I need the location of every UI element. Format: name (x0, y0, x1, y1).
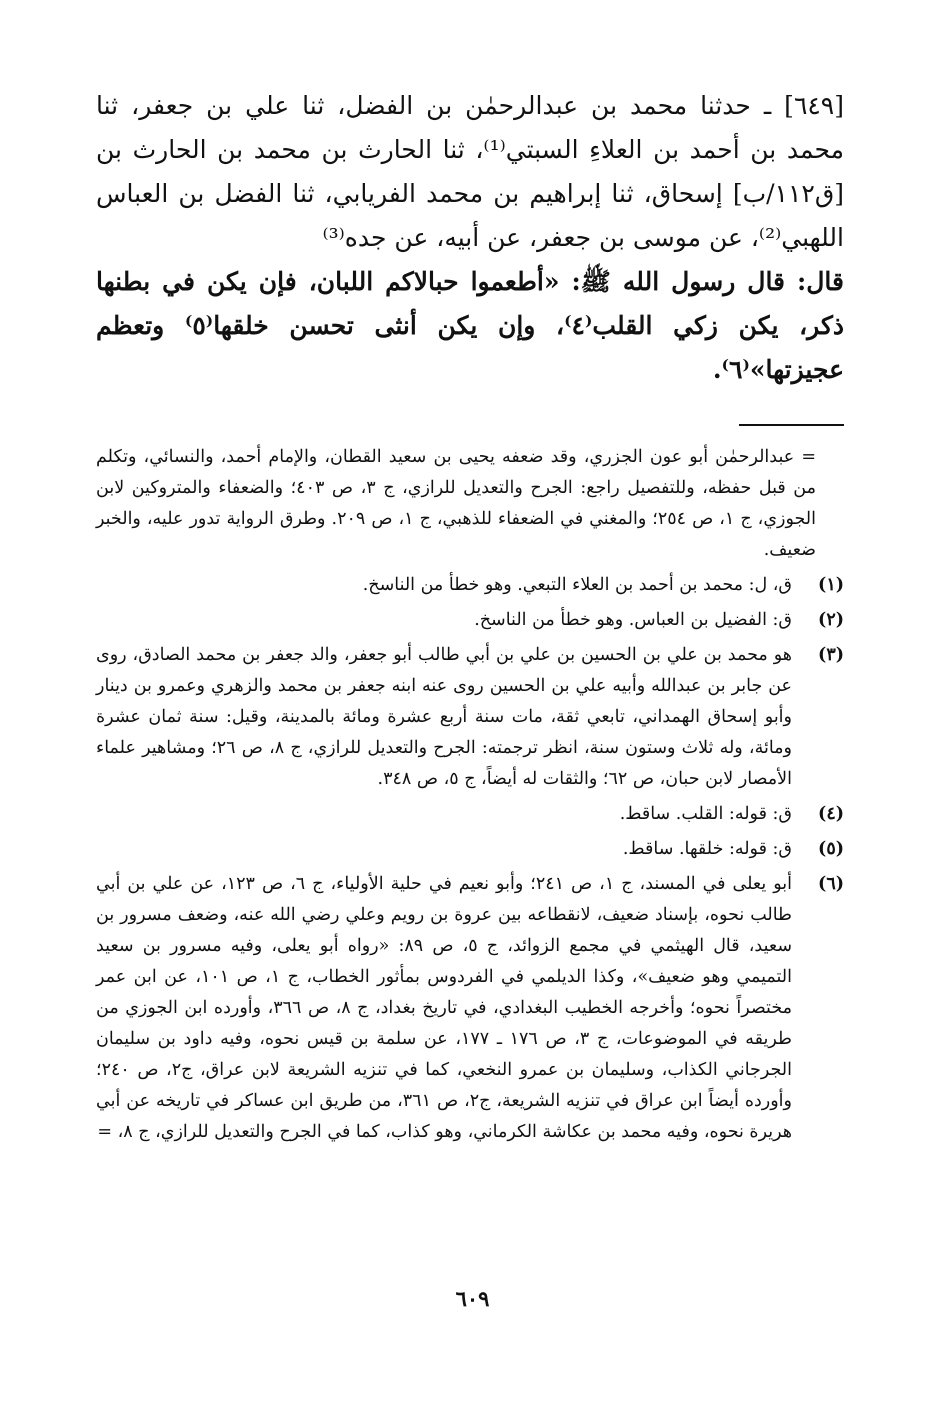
footnote-text: أبو يعلى في المسند، ج ١، ص ٢٤١؛ وأبو نعيم في حلية الأولياء، ج ٦، ص ١٢٣، عن علي بن أبي طالب نحوه، بإسناد ضعيف، لانقطاعه بين عروة بن رويم وعلي رضي الله عنه، وضعف مسرور بن سعيد، قال الهيثمي في مجمع الزوائد، ج ٥، ص ٨٩: «رواه أبو يعلى، وفيه مسرور بن سعيد التميمي وهو ضعيف»، وكذا الديلمي في الفردوس بمأثور الخطاب، ج ١، ص ١٠١، عن ابن عمر مختصراً نحوه؛ وأخرجه الخطيب البغدادي، في تاريخ بغداد، ج ٨، ص ٣٦٦، وأورده ابن الجوزي من طريقه في الموضوعات، ج ٣، ص ١٧٦ ـ ١٧٧، عن سلمة بن قيس نحوه، وفيه داود بن سليمان الجرجاني الكذاب، وسليمان بن عمرو النخعي، كما في تنزيه الشريعة لابن عراق، ج٢، ص ٢٤٠؛ وأورده أيضاً ابن عراق في تنزيه الشريعة، ج٢، ص ٣٦١، من طريق ابن عساكر في تاريخه عن أبي هريرة نحوه، وفيه محمد بن عكاشة الكرماني، وهو كذاب، كما في الجرح والتعديل للرازي، ج ٨، = (96, 874, 793, 1142)
footnotes (96, 442, 844, 1148)
footnote-text: هو محمد بن علي بن الحسين بن علي بن أبي طالب أبو جعفر، والد جعفر بن محمد الصادق، روى عن جابر بن عبدالله وأبيه علي بن الحسين روى عنه ابنه جعفر بن محمد والزهري وعمرو بن دينار وأبو إسحاق الهمداني، تابعي ثقة، مات سنة أربع عشرة ومائة بالمدينة، وقيل: سنة ثمان عشرة ومائة، وله ثلاث وستون سنة، انظر ترجمته: الجرح والتعديل للرازي، ج ٨، ص ٢٦؛ ومشاهير علماء الأمصار لابن حبان، ص ٦٢؛ والثقات له أيضاً، ج ٥، ص ٣٤٨. (96, 645, 792, 789)
footnote-6 (96, 869, 844, 1148)
hadith-matn: قال: قال رسول الله ﷺ: «أطعموا حبالاكم اللبان، فإن يكن في بطنها ذكر، يكن زكي القلب⁽٤⁾، وإن يكن أنثى تحسن خلقها⁽٥⁾ وتعظم عجيزتها»⁽٦⁾. (96, 267, 844, 384)
page-number: ٦٠٩ (455, 1286, 490, 1311)
page-body (96, 84, 844, 1152)
footnote-continuation: = عبدالرحمٰن أبو عون الجزري، وقد ضعفه يحيى بن سعيد القطان، والإمام أحمد، والنسائي، وتكلم من قبل حفظه، وللتفصيل راجع: الجرح والتعديل للرازي، ج ٣، ص ٤٠٣؛ والضعفاء والمتروكين لابن الجوزي، ج ١، ص ٢٥٤؛ والمغني في الضعفاء للذهبي، ج ١، ص ٢٠٩. وطرق الرواية تدور عليه، والخبر ضعيف. (96, 447, 816, 560)
footnote-4 (96, 799, 844, 830)
footnote-text: ق، ل: محمد بن أحمد بن العلاء التبعي. وهو خطأ من الناسخ. (362, 575, 792, 595)
main-text (96, 84, 844, 392)
footnote-number: (٣) (818, 645, 844, 665)
footnote-number: (٦) (818, 874, 844, 894)
footnote-2 (96, 605, 844, 636)
footnote-3 (96, 640, 844, 795)
footnote-text: ق: قوله: خلقها. ساقط. (622, 839, 792, 859)
footnote-separator (739, 424, 844, 426)
footnote-text: ق: قوله: القلب. ساقط. (619, 804, 792, 824)
footnote-5 (96, 834, 844, 865)
footnote-number: (١) (818, 575, 844, 595)
footnote-number: (٥) (818, 839, 844, 859)
footnote-number: (٤) (818, 804, 844, 824)
footnote-text: ق: الفضيل بن العباس. وهو خطأ من الناسخ. (474, 610, 792, 630)
hadith-isnad: [٦٤٩] ـ حدثنا محمد بن عبدالرحمٰن بن الفضل، ثنا علي بن جعفر، ثنا محمد بن أحمد بن العلاءِ السبتي⁽¹⁾، ثنا الحارث بن محمد بن الحارث بن [ق١١٢/ب] إسحاق، ثنا إبراهيم بن محمد الفريابي، ثنا الفضل بن العباس اللهبي⁽²⁾، عن موسى بن جعفر، عن أبيه، عن جده⁽³⁾ (96, 91, 844, 252)
footnote-number: (٢) (818, 610, 844, 630)
footnote-1 (96, 570, 844, 601)
